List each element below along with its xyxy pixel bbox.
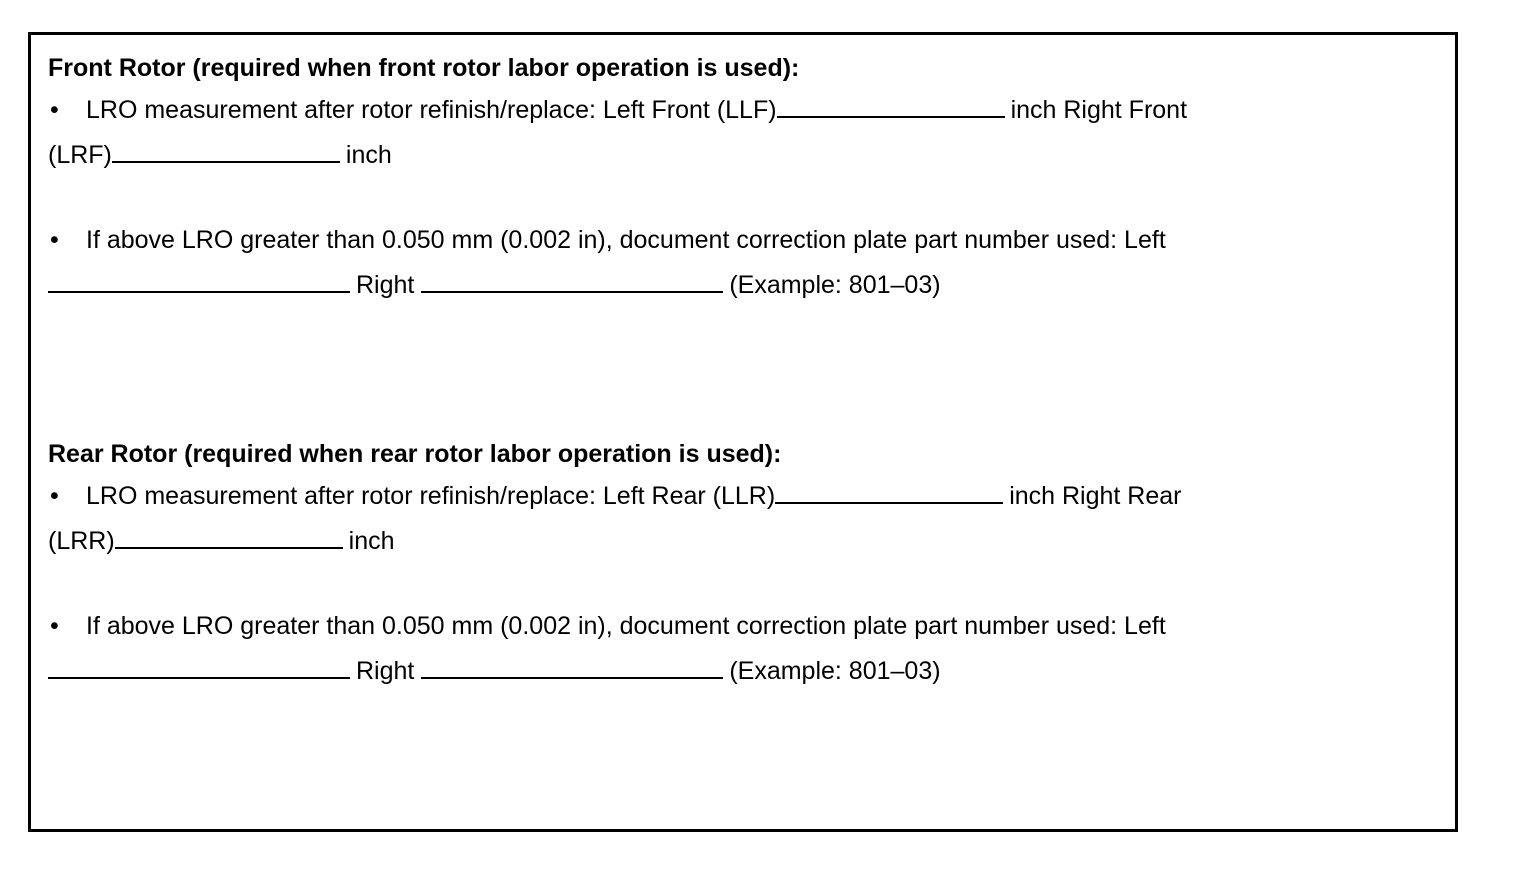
front-rotor-section <box>48 48 1348 308</box>
rear-llr-field[interactable] <box>775 480 1003 504</box>
rear-plate-item-continued <box>48 649 1348 694</box>
rear-lrr-field[interactable] <box>115 525 343 549</box>
spacer <box>48 564 1348 604</box>
front-lrf-label: (LRF) <box>48 141 112 169</box>
rear-lro-item <box>48 474 1348 519</box>
bullet-marker: • <box>50 226 59 254</box>
front-lro-unit-right-label: inch Right Front <box>1010 96 1188 124</box>
front-rotor-heading: Front Rotor (required when front rotor labor operation is used): <box>48 54 800 82</box>
rear-plate-label: If above LRO greater than 0.050 mm (0.002 in), document correction plate part number used: Left <box>86 612 1166 640</box>
rear-lro-item-continued <box>48 519 1348 564</box>
front-plate-right-label: Right <box>356 271 415 299</box>
rear-rotor-heading: Rear Rotor (required when rear rotor labor operation is used): <box>48 440 782 468</box>
rear-lro-label: LRO measurement after rotor refinish/replace: Left Rear (LLR) <box>86 482 776 510</box>
front-lro-item-continued <box>48 133 1348 178</box>
front-plate-left-field[interactable] <box>48 269 350 293</box>
rear-rotor-section <box>48 434 1348 694</box>
front-lro-label: LRO measurement after rotor refinish/replace: Left Front (LLF) <box>86 96 777 124</box>
bullet-marker: • <box>50 96 59 124</box>
front-plate-item <box>48 218 1348 263</box>
front-plate-right-field[interactable] <box>421 269 723 293</box>
rear-plate-example: (Example: 801–03) <box>729 657 941 685</box>
rear-lrr-label: (LRR) <box>48 527 115 555</box>
spacer <box>48 178 1348 218</box>
front-plate-item-continued <box>48 263 1348 308</box>
front-plate-label: If above LRO greater than 0.050 mm (0.002 in), document correction plate part number used: Left <box>86 226 1166 254</box>
bullet-marker: • <box>50 482 59 510</box>
front-lrf-unit: inch <box>345 141 392 169</box>
rear-plate-left-field[interactable] <box>48 655 350 679</box>
front-plate-example: (Example: 801–03) <box>729 271 941 299</box>
rear-plate-right-field[interactable] <box>421 655 723 679</box>
front-lrf-field[interactable] <box>112 139 340 163</box>
front-llf-field[interactable] <box>777 94 1005 118</box>
rear-lrr-unit: inch <box>348 527 395 555</box>
rear-plate-item <box>48 604 1348 649</box>
rear-lro-unit-right-label: inch Right Rear <box>1009 482 1182 510</box>
rear-plate-right-label: Right <box>356 657 415 685</box>
bullet-marker: • <box>50 612 59 640</box>
front-lro-item <box>48 88 1348 133</box>
